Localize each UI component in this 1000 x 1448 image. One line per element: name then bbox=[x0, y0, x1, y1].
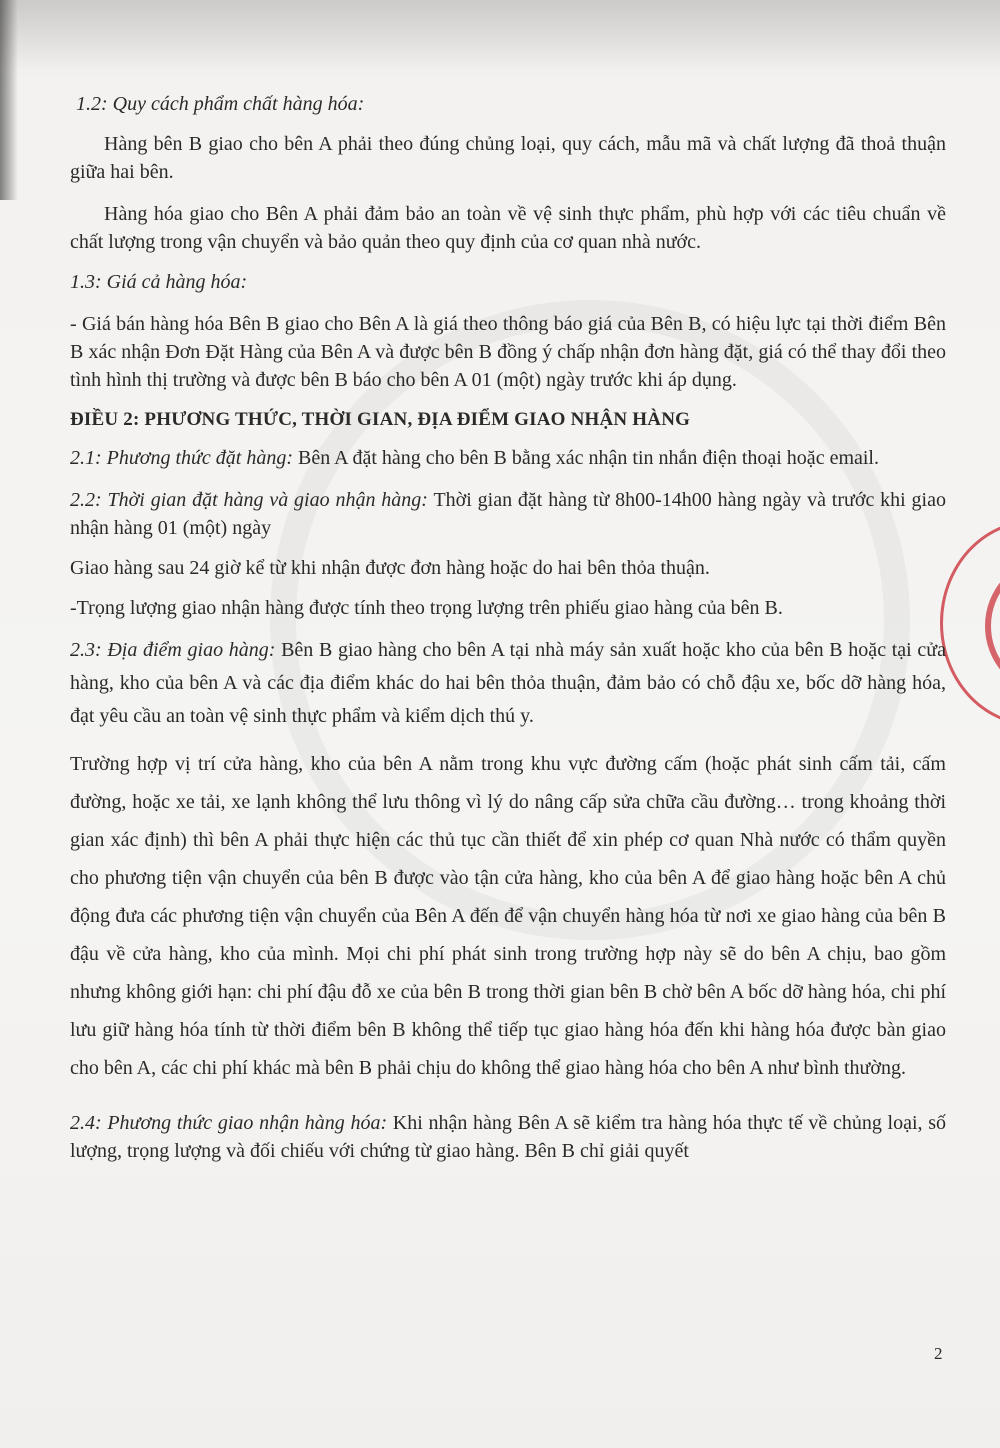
section-2-4-paragraph bbox=[70, 1109, 946, 1165]
section-2-3-text: Bên B giao hàng cho bên A tại nhà máy sản xuất hoặc kho của bên B hoặc tại cửa hàng, kho của bên A và các địa điểm khác do hai bên thỏa thuận, đảm bảo có chỗ đậu xe, bốc dỡ hàng hóa, đạt yêu cầu an toàn vệ sinh thực phẩm và kiểm dịch thú y. bbox=[70, 639, 946, 727]
section-2-2-text: Thời gian đặt hàng từ 8h00-14h00 hàng ngày và trước khi giao nhận hàng 01 (một) ngày bbox=[70, 489, 946, 539]
document-body bbox=[70, 80, 946, 1165]
section-1-2-heading: 1.2: Quy cách phẩm chất hàng hóa: bbox=[76, 93, 365, 115]
scan-shadow-left bbox=[0, 0, 18, 200]
section-1-3-heading: 1.3: Giá cả hàng hóa: bbox=[70, 271, 248, 293]
section-1-2-paragraph-2: Hàng hóa giao cho Bên A phải đảm bảo an toàn về vệ sinh thực phẩm, phù hợp với các tiêu chuẩn về chất lượng trong vận chuyển và bảo quản theo quy định của cơ quan nhà nước. bbox=[70, 203, 946, 253]
section-2-4-text: Khi nhận hàng Bên A sẽ kiểm tra hàng hóa thực tế về chủng loại, số lượng, trọng lượng và đối chiếu với chứng từ giao hàng. Bên B chỉ giải quyết bbox=[70, 1112, 946, 1162]
section-2-3-paragraph-2: Trường hợp vị trí cửa hàng, kho của bên A nằm trong khu vực đường cấm (hoặc phát sinh cấm tải, cấm đường, hoặc xe tải, xe lạnh không thể lưu thông vì lý do nâng cấp sửa chữa cầu đường… trong khoảng thời gian xác định) thì bên A phải thực hiện các thủ tục cần thiết để xin phép cơ quan Nhà nước có thẩm quyền cho phương tiện vận chuyển của bên B được vào tận cửa hàng, kho của bên A để giao hàng hoặc bên A chủ động đưa các phương tiện vận chuyển của Bên A đến để vận chuyển hàng hóa từ nơi xe giao hàng của bên B đậu về cửa hàng, kho của mình. Mọi chi phí phát sinh trong trường hợp này sẽ do bên A chịu, bao gồm nhưng không giới hạn: chi phí đậu đỗ xe của bên B trong thời gian bên B chờ bên A bốc dỡ hàng hóa, chi phí lưu giữ hàng hóa tính từ thời điểm bên B không thể tiếp tục giao hàng hóa đến khi hàng hóa được bàn giao cho bên A, các chi phí khác mà bên B phải chịu do không thể giao hàng hóa cho bên A như bình thường. bbox=[70, 753, 946, 1079]
section-2-2-paragraph bbox=[70, 486, 946, 542]
section-2-3-label: 2.3: Địa điểm giao hàng: bbox=[70, 639, 276, 661]
section-2-2-label: 2.2: Thời gian đặt hàng và giao nhận hàng: bbox=[70, 489, 428, 511]
section-1-3-paragraph: - Giá bán hàng hóa Bên B giao cho Bên A là giá theo thông báo giá của Bên B, có hiệu lực tại thời điểm Bên B xác nhận Đơn Đặt Hàng của Bên A và được bên B đồng ý chấp nhận đơn hàng đặt, giá có thể thay đổi theo tình hình thị trường và được bên B báo cho bên A 01 (một) ngày trước khi áp dụng. bbox=[70, 313, 946, 391]
section-2-3-paragraph bbox=[70, 634, 946, 733]
section-1-2-paragraph-1: Hàng bên B giao cho bên A phải theo đúng chủng loại, quy cách, mẫu mã và chất lượng đã thoả thuận giữa hai bên. bbox=[70, 133, 946, 183]
page-number: 2 bbox=[934, 1344, 943, 1363]
section-2-1-paragraph bbox=[70, 444, 946, 472]
section-2-2-paragraph-2: Giao hàng sau 24 giờ kể từ khi nhận được đơn hàng hoặc do hai bên thỏa thuận. bbox=[70, 557, 710, 579]
scan-shadow-top bbox=[0, 0, 1000, 70]
section-2-1-label: 2.1: Phương thức đặt hàng: bbox=[70, 447, 294, 469]
section-2-4-label: 2.4: Phương thức giao nhận hàng hóa: bbox=[70, 1112, 388, 1134]
section-2-1-text: Bên A đặt hàng cho bên B bằng xác nhận tin nhắn điện thoại hoặc email. bbox=[293, 447, 879, 469]
article-2-heading: ĐIỀU 2: PHƯƠNG THỨC, THỜI GIAN, ĐỊA ĐIỂM GIAO NHẬN HÀNG bbox=[70, 409, 691, 430]
section-2-2-paragraph-3: -Trọng lượng giao nhận hàng được tính theo trọng lượng trên phiếu giao hàng của bên B. bbox=[70, 597, 783, 619]
